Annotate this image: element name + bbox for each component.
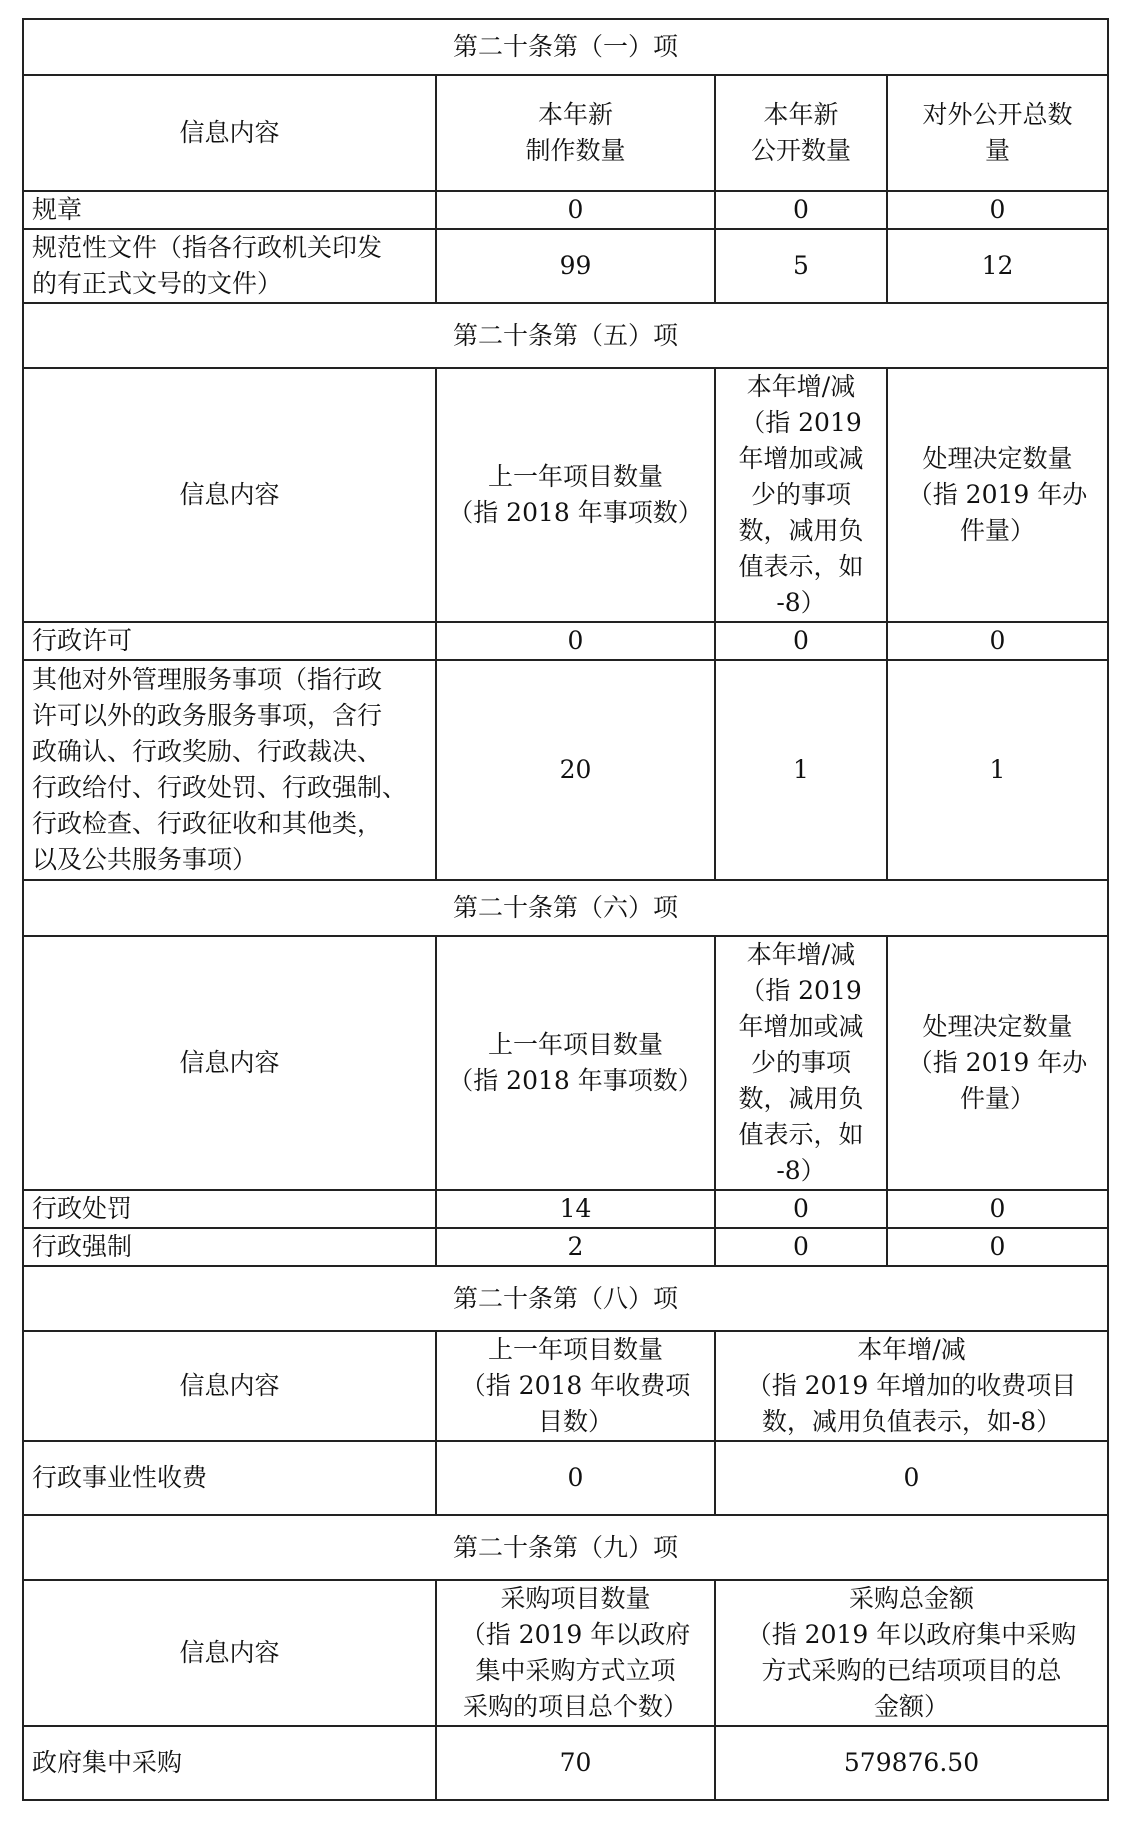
header-procurement-count: 采购项目数量 （指 2019 年以政府 集中采购方式立项 采购的项目总个数）	[436, 1580, 715, 1726]
cell-value: 0	[715, 1190, 887, 1228]
cell-value: 0	[715, 1228, 887, 1266]
header-new-published: 本年新 公开数量	[715, 75, 887, 191]
header-info-content: 信息内容	[23, 368, 436, 622]
row-label: 行政许可	[23, 622, 436, 660]
header-info-content: 信息内容	[23, 1331, 436, 1441]
section-title: 第二十条第（八）项	[23, 1266, 1108, 1331]
header-info-content: 信息内容	[23, 1580, 436, 1726]
cell-value: 0	[887, 622, 1108, 660]
cell-value: 0	[436, 622, 715, 660]
header-info-content: 信息内容	[23, 936, 436, 1190]
cell-value: 5	[715, 229, 887, 303]
header-decision-count: 处理决定数量 （指 2019 年办 件量）	[887, 368, 1108, 622]
cell-value: 0	[715, 1441, 1108, 1515]
section-title: 第二十条第（九）项	[23, 1515, 1108, 1580]
header-prev-year-count: 上一年项目数量 （指 2018 年事项数）	[436, 936, 715, 1190]
cell-value: 12	[887, 229, 1108, 303]
cell-value: 70	[436, 1726, 715, 1800]
row-label: 其他对外管理服务事项（指行政 许可以外的政务服务事项，含行 政确认、行政奖励、行政裁决、 行政给付、行政处罚、行政强制、 行政检查、行政征收和其他类， 以及公共服务事项）	[23, 660, 436, 880]
header-procurement-amount: 采购总金额 （指 2019 年以政府集中采购 方式采购的已结项项目的总 金额）	[715, 1580, 1108, 1726]
header-prev-year-count: 上一年项目数量 （指 2018 年事项数）	[436, 368, 715, 622]
cell-value: 0	[887, 1228, 1108, 1266]
header-decision-count: 处理决定数量 （指 2019 年办 件量）	[887, 936, 1108, 1190]
cell-value: 1	[715, 660, 887, 880]
cell-value: 14	[436, 1190, 715, 1228]
cell-value: 0	[715, 622, 887, 660]
header-year-change: 本年增/减 （指 2019 年增加或减 少的事项 数，减用负 值表示，如 -8）	[715, 368, 887, 622]
cell-value: 0	[436, 1441, 715, 1515]
header-year-change: 本年增/减 （指 2019 年增加或减 少的事项 数，减用负 值表示，如 -8）	[715, 936, 887, 1190]
row-label: 行政事业性收费	[23, 1441, 436, 1515]
cell-value: 2	[436, 1228, 715, 1266]
row-label: 规范性文件（指各行政机关印发 的有正式文号的文件）	[23, 229, 436, 303]
cell-value: 1	[887, 660, 1108, 880]
section-title: 第二十条第（一）项	[23, 19, 1108, 75]
header-prev-year-fee-count: 上一年项目数量 （指 2018 年收费项 目数）	[436, 1331, 715, 1441]
header-total-published: 对外公开总数 量	[887, 75, 1108, 191]
row-label: 行政强制	[23, 1228, 436, 1266]
cell-value: 0	[436, 191, 715, 229]
row-label: 政府集中采购	[23, 1726, 436, 1800]
row-label: 规章	[23, 191, 436, 229]
header-fee-change: 本年增/减 （指 2019 年增加的收费项目 数，减用负值表示，如-8）	[715, 1331, 1108, 1441]
row-label: 行政处罚	[23, 1190, 436, 1228]
cell-value: 0	[715, 191, 887, 229]
section-title: 第二十条第（六）项	[23, 880, 1108, 936]
cell-value: 579876.50	[715, 1726, 1108, 1800]
disclosure-table	[22, 18, 1109, 1801]
cell-value: 99	[436, 229, 715, 303]
cell-value: 0	[887, 191, 1108, 229]
header-new-created: 本年新 制作数量	[436, 75, 715, 191]
cell-value: 20	[436, 660, 715, 880]
header-info-content: 信息内容	[23, 75, 436, 191]
section-title: 第二十条第（五）项	[23, 303, 1108, 368]
cell-value: 0	[887, 1190, 1108, 1228]
